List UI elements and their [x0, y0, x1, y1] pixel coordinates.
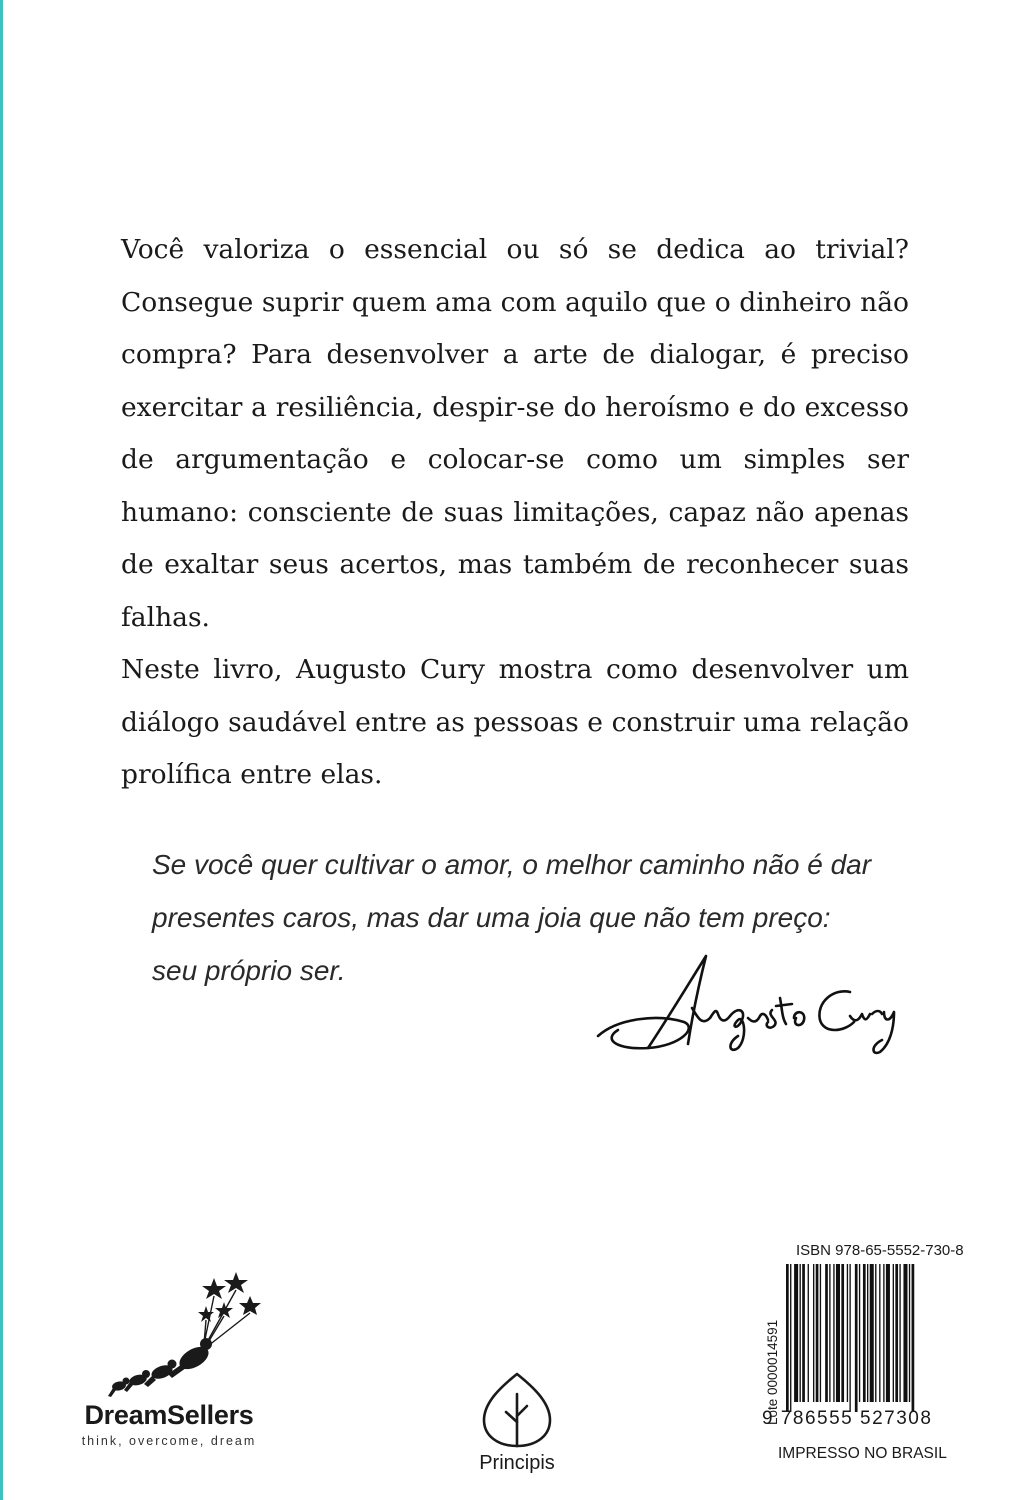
barcode-bars — [786, 1264, 954, 1412]
principis-logo — [462, 1370, 572, 1485]
dreamsellers-name: DreamSellers — [84, 1400, 254, 1430]
leaf-icon — [462, 1370, 572, 1450]
printed-in-brazil: IMPRESSO NO BRASIL — [778, 1445, 947, 1462]
lote-number: Lote 0000014591 — [765, 1319, 780, 1425]
spine-edge-accent — [0, 0, 3, 1500]
back-cover-blurb — [121, 224, 909, 802]
dreamsellers-logo — [64, 1268, 274, 1486]
dreamsellers-tagline: think, overcome, dream — [81, 1434, 257, 1448]
balloon-stars-family-icon — [64, 1268, 274, 1400]
blurb-paragraph-1: Você valoriza o essencial ou só se dedica ao trivial? Consegue suprir quem ama com aquilo que o dinheiro não compra? Para desenvolver a arte de dialogar, é preciso exercitar a resiliência, despir-se do heroísmo e do excesso de argumentação e colocar-se como um simples ser humano: consciente de suas limitações, capaz não apenas de exaltar seus acertos, mas também de reconhecer suas falhas. — [121, 234, 909, 633]
blurb-paragraph-2: Neste livro, Augusto Cury mostra como desenvolver um diálogo saudável entre as pessoas e construir uma relação prolífica entre elas. — [121, 654, 909, 790]
quote-text: Se você quer cultivar o amor, o melhor caminho não é dar presentes caros, mas dar uma joia que não tem preço: seu próprio ser. — [152, 849, 872, 986]
isbn-text: ISBN 978-65-5552-730-8 — [796, 1242, 964, 1259]
barcode-digits: 9 786555 527308 — [762, 1408, 933, 1429]
author-signature — [588, 948, 900, 1060]
principis-name: Principis — [479, 1452, 555, 1474]
